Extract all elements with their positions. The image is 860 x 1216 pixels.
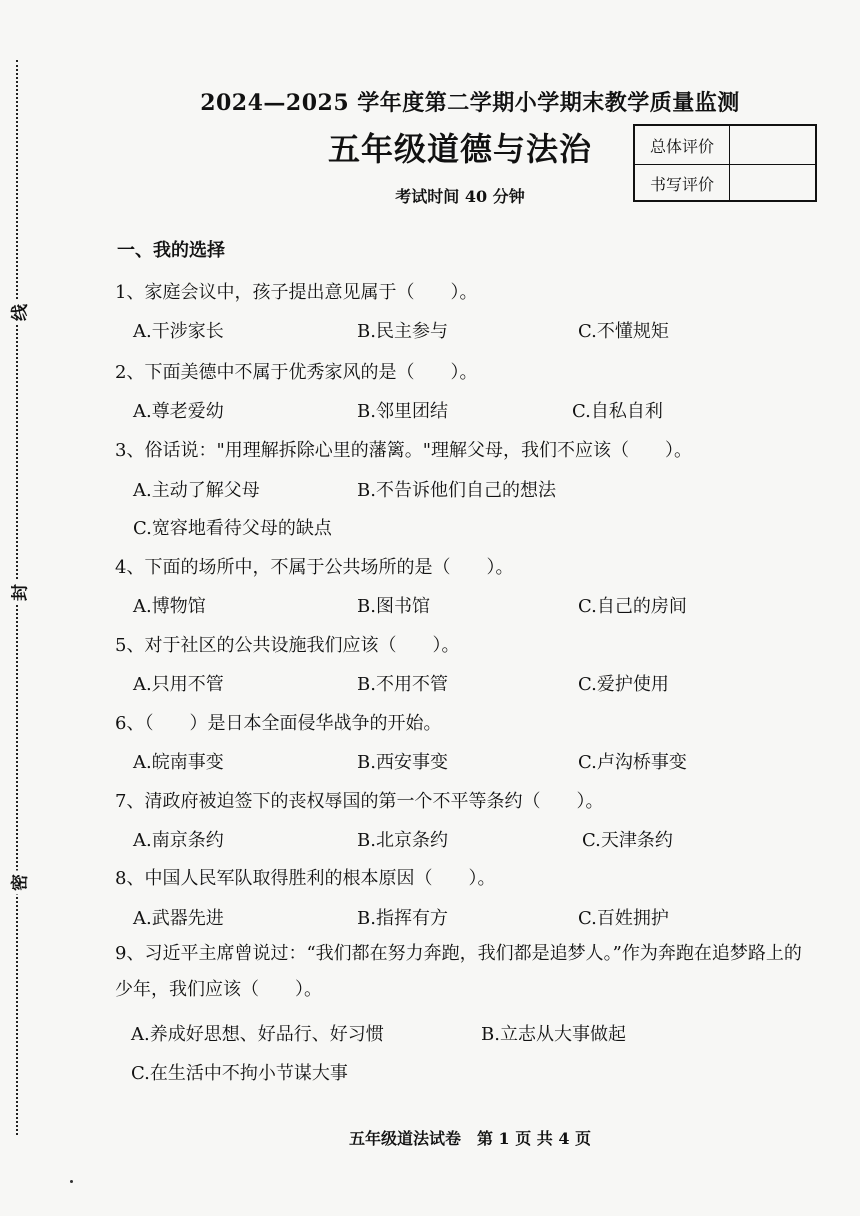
evaluation-value[interactable] bbox=[730, 126, 815, 164]
binding-mark-feng: 封 bbox=[6, 581, 31, 605]
page-footer: 五年级道法试卷 第 1 页 共 4 页 bbox=[348, 1129, 592, 1148]
question-option[interactable]: C.百姓拥护 bbox=[578, 908, 669, 929]
question-option[interactable]: B.图书馆 bbox=[357, 596, 430, 617]
question-option[interactable]: B.邻里团结 bbox=[357, 401, 448, 422]
question-stem: 5、对于社区的公共设施我们应该（ ）。 bbox=[115, 635, 460, 656]
question-option[interactable]: C.在生活中不拘小节谋大事 bbox=[131, 1063, 348, 1084]
question-stem: 2、下面美德中不属于优秀家风的是（ ）。 bbox=[115, 362, 478, 383]
section-title: 一、我的选择 bbox=[117, 240, 225, 261]
question-option[interactable]: B.不告诉他们自己的想法 bbox=[357, 480, 556, 501]
question-stem: 9、习近平主席曾说过：“我们都在努力奔跑，我们都是追梦人。”作为奔跑在追梦路上的少年，我们应该（ ）。 bbox=[115, 943, 802, 1000]
question-option[interactable]: B.北京条约 bbox=[357, 830, 448, 851]
question-option[interactable]: C.不懂规矩 bbox=[578, 321, 669, 342]
question-option[interactable]: B.不用不管 bbox=[357, 674, 448, 695]
exam-duration: 考试时间 40 分钟 bbox=[395, 187, 525, 206]
question-option[interactable]: C.天津条约 bbox=[582, 830, 673, 851]
evaluation-table bbox=[633, 124, 817, 202]
question-option[interactable]: B.西安事变 bbox=[357, 752, 448, 773]
question-option[interactable]: C.自私自利 bbox=[572, 401, 663, 422]
question-option[interactable]: A.武器先进 bbox=[133, 908, 224, 929]
question-option[interactable]: C.卢沟桥事变 bbox=[578, 752, 687, 773]
evaluation-label: 总体评价 bbox=[635, 126, 730, 164]
binding-mark-mi: 密 bbox=[6, 871, 31, 895]
question-option[interactable]: A.干涉家长 bbox=[133, 321, 224, 342]
binding-mark-xian: 线 bbox=[6, 301, 31, 325]
question-option[interactable]: A.只用不管 bbox=[133, 674, 224, 695]
question-option[interactable]: B.立志从大事做起 bbox=[481, 1024, 626, 1045]
question-stem: 4、下面的场所中，不属于公共场所的是（ ）。 bbox=[115, 557, 514, 578]
question-option[interactable]: A.皖南事变 bbox=[133, 752, 224, 773]
question-option[interactable]: A.南京条约 bbox=[133, 830, 224, 851]
question-option[interactable]: B.指挥有方 bbox=[357, 908, 448, 929]
evaluation-row bbox=[635, 164, 815, 202]
subject-title: 五年级道德与法治 bbox=[327, 130, 592, 168]
question-stem: 7、清政府被迫签下的丧权辱国的第一个不平等条约（ ）。 bbox=[115, 791, 604, 812]
question-option[interactable]: A.尊老爱幼 bbox=[133, 401, 224, 422]
question-option[interactable]: A.养成好思想、好品行、好习惯 bbox=[131, 1024, 384, 1045]
question-stem: 3、俗话说："用理解拆除心里的藩篱。"理解父母，我们不应该（ ）。 bbox=[115, 440, 693, 461]
exam-title: 2024—2025 学年度第二学期小学期末教学质量监测 bbox=[200, 90, 740, 116]
question-option[interactable]: A.博物馆 bbox=[133, 596, 206, 617]
question-option[interactable]: C.自己的房间 bbox=[578, 596, 687, 617]
question-option[interactable]: C.宽容地看待父母的缺点 bbox=[133, 518, 332, 539]
evaluation-label: 书写评价 bbox=[635, 164, 730, 202]
question-option[interactable]: C.爱护使用 bbox=[578, 674, 669, 695]
question-stem: 1、家庭会议中，孩子提出意见属于（ ）。 bbox=[115, 282, 478, 303]
question-option[interactable]: B.民主参与 bbox=[357, 321, 448, 342]
question-option[interactable]: A.主动了解父母 bbox=[133, 480, 260, 501]
question-stem: 8、中国人民军队取得胜利的根本原因（ ）。 bbox=[115, 868, 496, 889]
evaluation-row bbox=[635, 126, 815, 165]
evaluation-value[interactable] bbox=[730, 164, 815, 202]
question-stem: 6、（ ）是日本全面侵华战争的开始。 bbox=[115, 713, 442, 734]
binding-line bbox=[6, 60, 30, 1135]
scan-speck bbox=[70, 1180, 73, 1183]
